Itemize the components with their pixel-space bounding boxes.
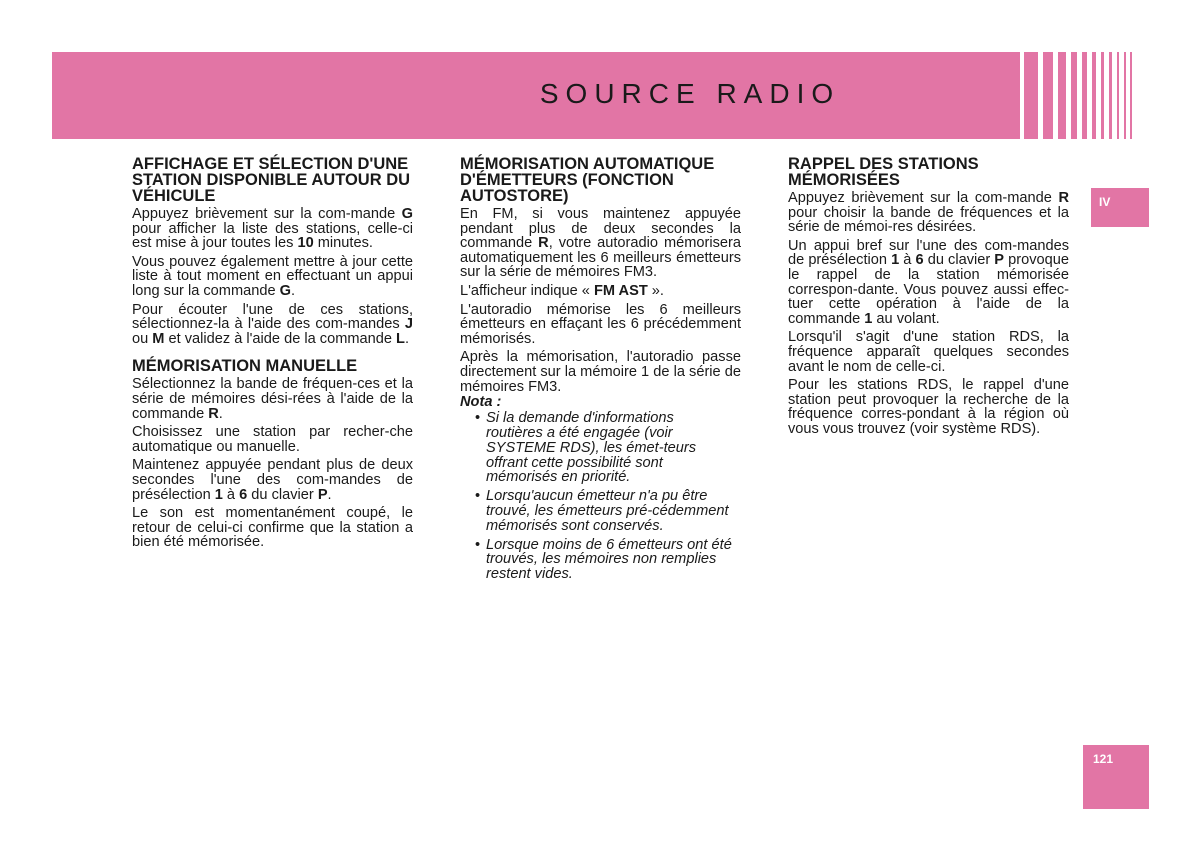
bullet-icon: • [475,410,481,427]
paragraph: L'afficheur indique « FM AST ». [460,282,664,299]
list-item: • Si la demande d'informations routières a été engagée (voir SYSTEME RDS), les émet-teurs offrant cette possibilité sont mémorisés en priorité. [475,410,697,486]
paragraph: Choisissez une station par recher-che automatique ou manuelle. [132,424,413,455]
paragraph: Sélectionnez la bande de fréquen-ces et la série de mémoires dési-rées à l'aide de la commande R. [132,376,413,422]
column-3 [788,156,1069,441]
note-label: Nota : [460,394,502,411]
paragraph: En FM, si vous maintenez appuyée pendant plus de deux secondes la commande R, votre autoradio mémorisera automatiquement les 6 meilleurs émetteurs sur la série de mémoires FM3. [460,206,742,281]
paragraph: Lorsqu'il s'agit d'une station RDS, la fréquence apparaît quelques secondes avant le nom de celle-ci. [788,329,1069,375]
paragraph: Pour les stations RDS, le rappel d'une station peut provoquer la recherche de la fréquence corres-pondant à la région où vous vous trouvez (voir système RDS). [788,377,1069,437]
column-1 [132,156,413,554]
paragraph: Le son est momentanément coupé, le retour de celui-ci confirme que la station a bien été mémorisée. [132,505,413,551]
paragraph: Vous pouvez également mettre à jour cette liste à tout moment en effectuant un appui long sur la commande G. [132,253,413,299]
page-number: 121 [1083,745,1149,809]
bullet-icon: • [475,536,481,553]
section-heading-recall: RAPPEL DES STATIONS MÉMORISÉES [788,155,979,189]
section-heading-manual: MÉMORISATION MANUELLE [132,357,358,376]
paragraph: Appuyez brièvement sur la com-mande G pour afficher la liste des stations, celle-ci est mise à jour toutes les 10 minutes. [132,206,413,252]
section-heading-display: AFFICHAGE ET SÉLECTION D'UNE STATION DISPONIBLE AUTOUR DU VÉHICULE [132,155,411,205]
paragraph: Un appui bref sur l'une des com-mandes de présélection 1 à 6 du clavier P provoque le rappel de la station mémorisée correspon-dante. Vous pouvez aussi effec-tuer cette opération à l'aide de la commande 1 au volant. [788,237,1069,327]
chapter-tab: IV [1091,188,1149,227]
section-heading-autostore: MÉMORISATION AUTOMATIQUE D'ÉMETTEURS (FONCTION AUTOSTORE) [460,155,715,205]
column-2 [460,156,741,586]
page-title: SOURCE RADIO [539,78,841,109]
note-list [460,411,741,582]
paragraph: Appuyez brièvement sur la com-mande R pour choisir la bande de fréquences et la série de mémoi-res désirées. [788,190,1069,236]
bullet-icon: • [475,488,481,505]
paragraph: L'autoradio mémorise les 6 meilleurs émetteurs en effaçant les 6 précédemment mémorisés. [460,301,741,347]
paragraph: Pour écouter l'une de ces stations, sélectionnez-la à l'aide des com-mandes J ou M et validez à l'aide de la commande L. [132,301,413,347]
list-item: • Lorsque moins de 6 émetteurs ont été trouvés, les mémoires non remplies restent vides. [475,536,732,583]
paragraph: Maintenez appuyée pendant plus de deux secondes l'une des com-mandes de présélection 1 à 6 du clavier P. [132,457,413,503]
paragraph: Après la mémorisation, l'autoradio passe directement sur la mémoire 1 de la série de mémoires FM3. [460,349,741,395]
list-item: • Lorsqu'aucun émetteur n'a pu être trouvé, les émetteurs pré-cédemment mémorisés sont conservés. [475,488,729,534]
